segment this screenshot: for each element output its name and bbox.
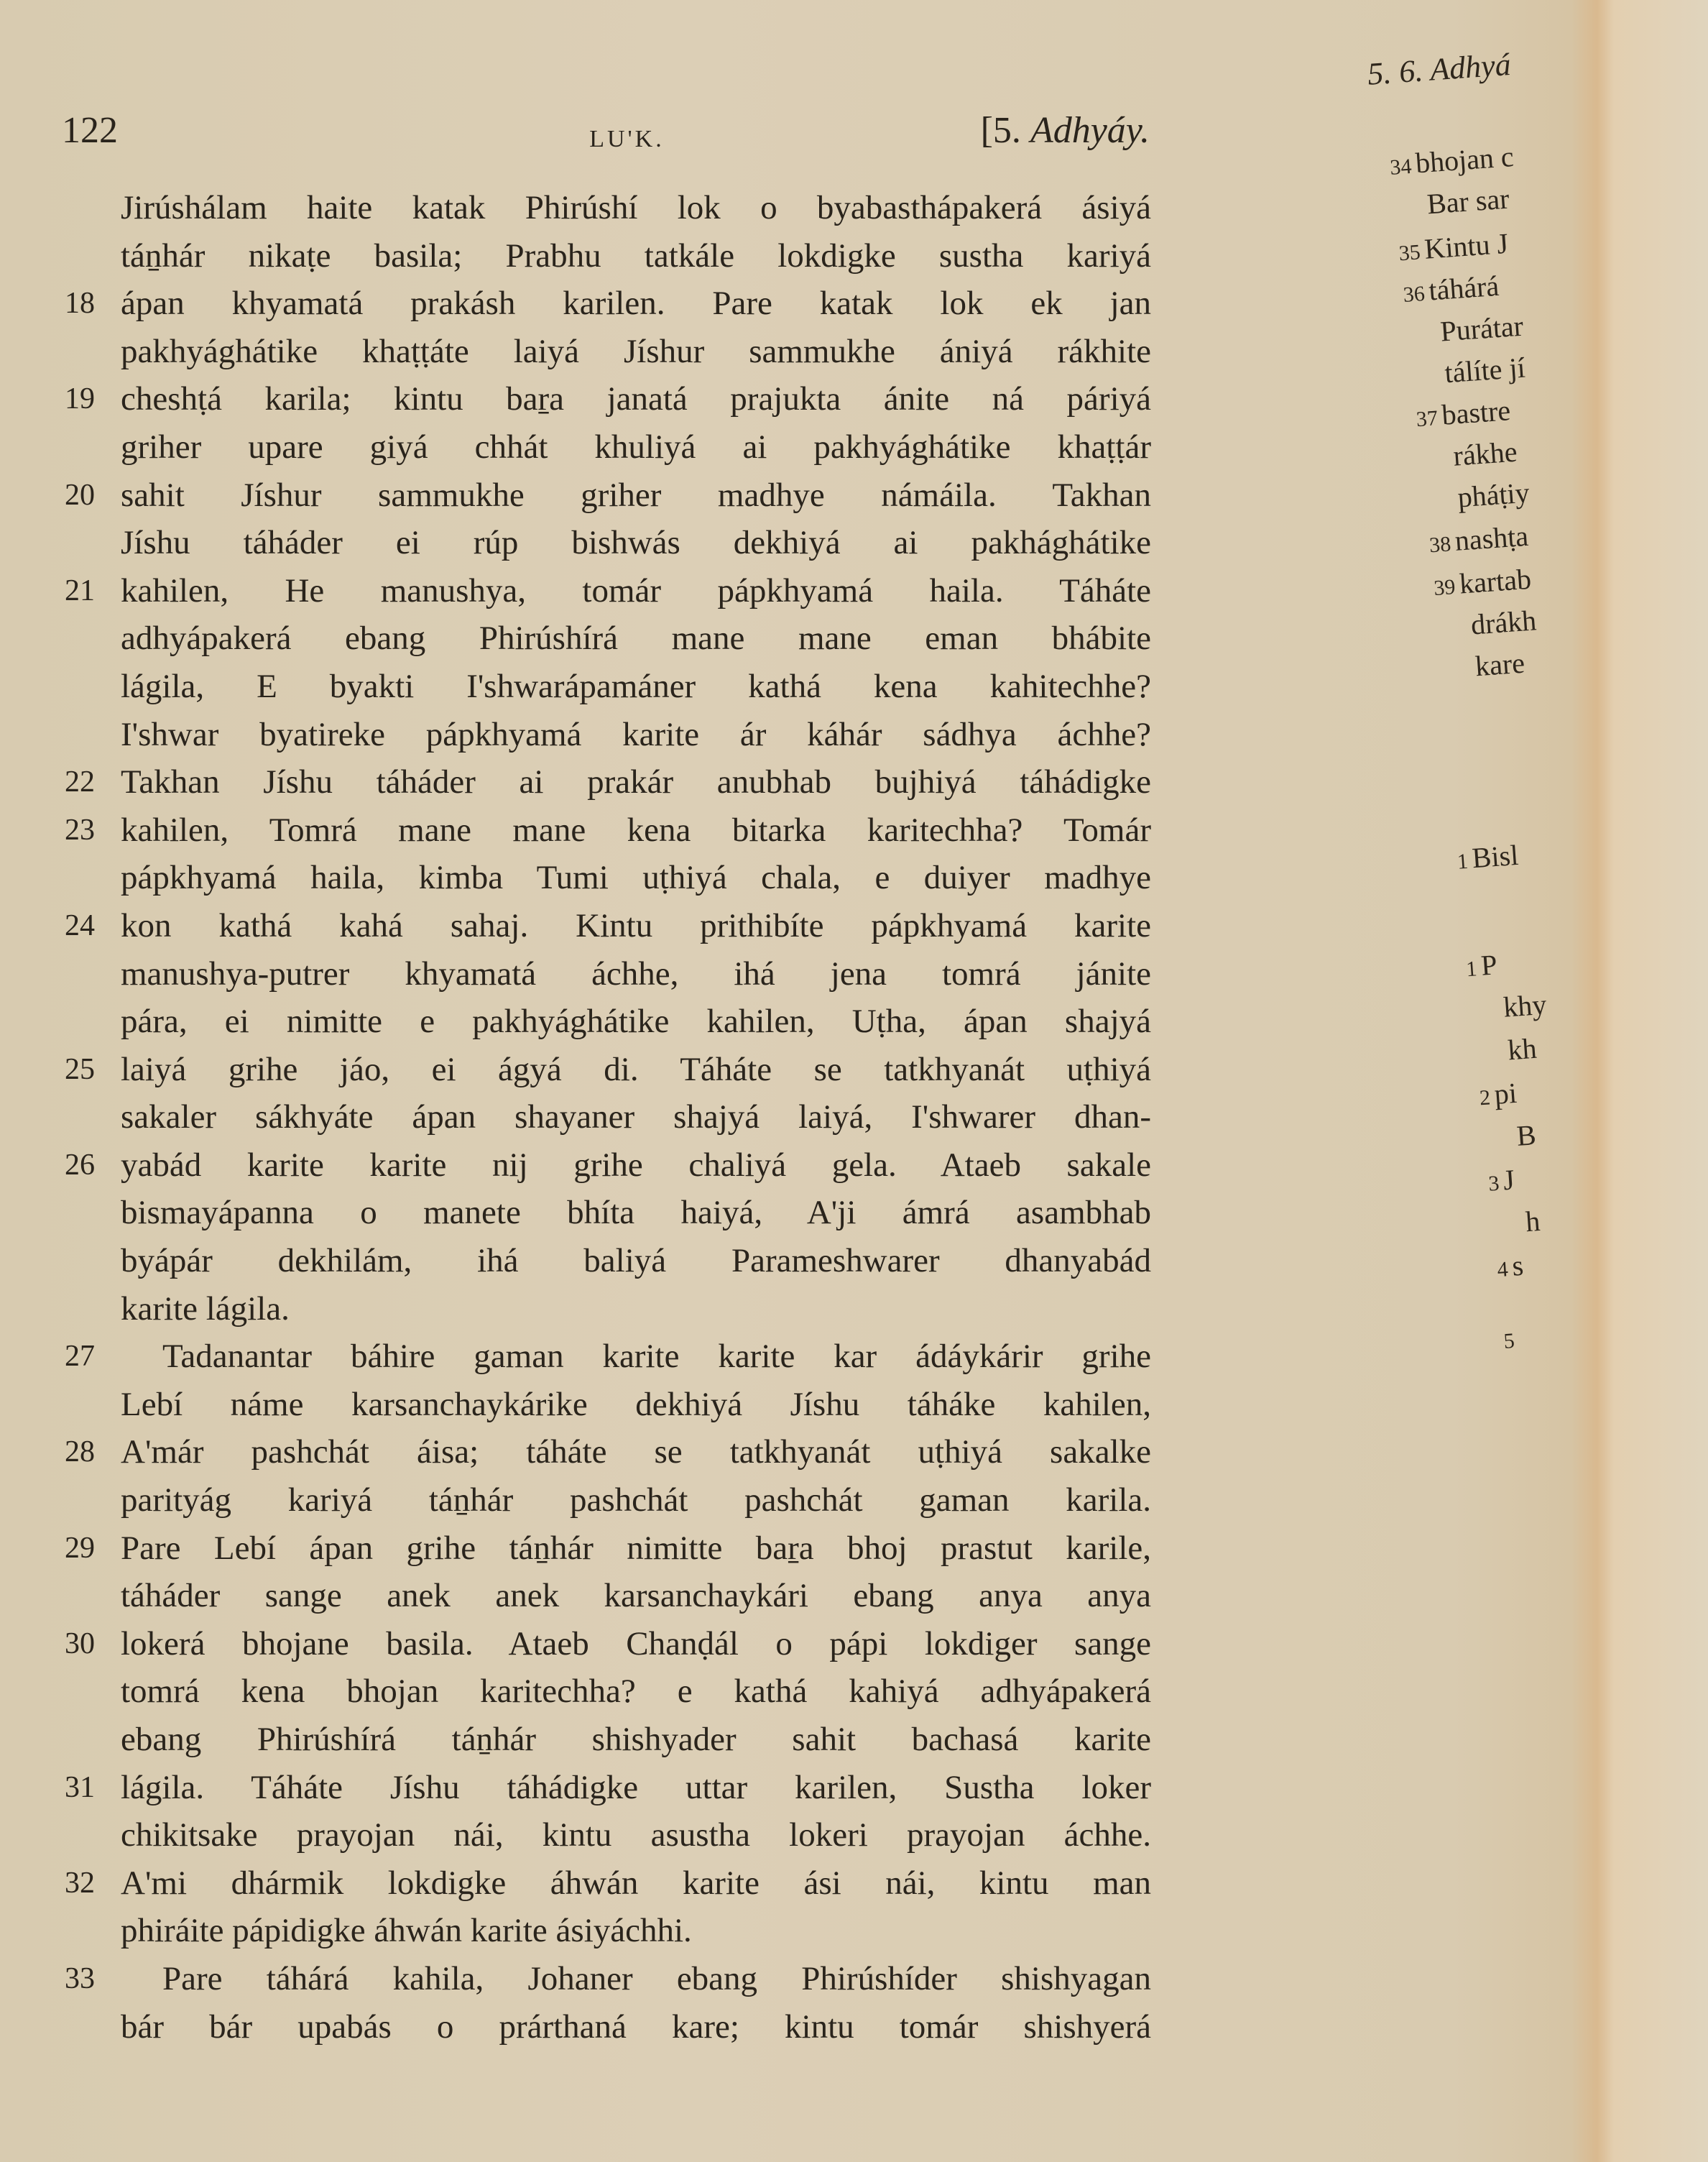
line-text: pára, ei nimitte e pakhyághátike kahilen, Uṭha, ápan shajyá [121, 1003, 1151, 1041]
facing-page-line [1452, 476, 1531, 515]
line-text: kh [1506, 1031, 1538, 1067]
running-title: LU'K. [589, 126, 665, 152]
text-line [0, 1907, 1164, 1955]
verse-number: 29 [65, 1531, 95, 1565]
chapter-heading [981, 108, 1150, 154]
chapter-prefix: [5. [980, 110, 1030, 151]
line-text: pi [1493, 1076, 1518, 1110]
facing-page-line [1465, 947, 1498, 983]
facing-page-line [1428, 519, 1529, 560]
verse-number: 36 [1402, 282, 1426, 308]
line-text: Purátar [1439, 309, 1525, 348]
verse-number: 23 [65, 813, 95, 847]
facing-page-line [1415, 393, 1511, 433]
verse-number: 39 [1433, 575, 1457, 601]
line-text: pakhyághátike khaṭṭáte laiyá Jíshur sammukhe ániyá rákhite [121, 332, 1151, 370]
verse-number: 1 [1456, 849, 1469, 874]
line-text: chikitsake prayojan nái, kintu asustha lokeri prayojan áchhe. [121, 1816, 1151, 1854]
line-text: Lebí náme karsanchaykárike dekhiyá Jíshu táháke kahilen, [121, 1385, 1151, 1423]
text-line [0, 1955, 1164, 2003]
text-line [0, 1189, 1164, 1237]
facing-page-line [1432, 562, 1532, 602]
text-line [0, 519, 1164, 567]
verse-number: 33 [65, 1961, 95, 1995]
line-text: ápan khyamatá prakásh karilen. Pare katak lok ek jan [121, 285, 1151, 323]
line-text: lágila, E byakti I'shwarápamáner kathá kena kahitechhe? [121, 667, 1151, 705]
text-line [0, 806, 1164, 855]
facing-page-line [1487, 1162, 1515, 1197]
facing-page-line [1511, 1118, 1537, 1153]
line-text: yabád karite karite nij grihe chaliyá gela. Ataeb sakale [121, 1146, 1151, 1184]
text-line [0, 1811, 1164, 1859]
verse-number: 30 [65, 1627, 95, 1660]
text-line [0, 1620, 1164, 1668]
verse-number: 34 [1389, 154, 1413, 180]
text-line [0, 1237, 1164, 1285]
text-line [0, 1524, 1164, 1573]
verse-number: 21 [65, 574, 95, 607]
line-text: bastre [1441, 394, 1512, 431]
verse-number: 32 [65, 1866, 95, 1900]
verse-number [1512, 1127, 1513, 1151]
line-text: J [1502, 1163, 1516, 1197]
text-line [0, 472, 1164, 520]
text-line [0, 1428, 1164, 1476]
verse-number [1503, 1041, 1505, 1065]
text-line [0, 1716, 1164, 1764]
text-line [0, 1572, 1164, 1620]
line-text: bismayápanna o manete bhíta haiyá, A'ji ámrá asambhab [121, 1194, 1151, 1232]
line-text: pápkhyamá haila, kimba Tumi uṭhiyá chala, e duiyer madhye [121, 859, 1151, 897]
facing-page-line [1439, 351, 1526, 390]
text-line [0, 232, 1164, 280]
verse-number: 31 [65, 1770, 95, 1804]
facing-page-line [1435, 309, 1524, 349]
line-text: s [1510, 1248, 1525, 1282]
text-line [0, 1476, 1164, 1524]
line-text: pháṭiy [1457, 476, 1531, 514]
verse-number [1498, 998, 1500, 1022]
facing-page-line [1520, 1204, 1541, 1239]
text-line [0, 1764, 1164, 1812]
line-text: Bar sar [1426, 182, 1510, 221]
text-line [0, 280, 1164, 328]
verse-number: 4 [1496, 1257, 1509, 1282]
verse-number: 2 [1478, 1085, 1492, 1110]
text-line [0, 1859, 1164, 1908]
line-text: tomrá kena bhojan karitechha? e kathá kahiyá adhyápakerá [121, 1673, 1151, 1711]
line-text: griher upare giyá chhát khuliyá ai pakhyághátike khaṭṭár [121, 428, 1151, 466]
line-text: bár bár upabás o prárthaná kare; kintu tomár shishyerá [121, 2007, 1151, 2046]
verse-number: 26 [65, 1148, 95, 1182]
text-line [0, 854, 1164, 902]
line-text: h [1524, 1204, 1541, 1238]
line-text: adhyápakerá ebang Phirúshírá mane mane eman bhábite [121, 620, 1151, 658]
line-text: Bisl [1471, 838, 1520, 875]
facing-page-line [1498, 988, 1548, 1024]
text-line [0, 328, 1164, 376]
verse-number: 27 [65, 1340, 95, 1374]
verse-number: 28 [65, 1435, 95, 1469]
verse-number [1440, 364, 1441, 388]
facing-page-line [1389, 139, 1515, 182]
verse-number: 20 [65, 478, 95, 512]
facing-page-line [1398, 226, 1510, 268]
text-line [0, 998, 1164, 1046]
verse-number: 24 [65, 908, 95, 942]
facing-page-line [1478, 1076, 1518, 1113]
text-line [0, 711, 1164, 759]
line-text: A'mi dhármik lokdigke áhwán karite ási nái, kintu man [121, 1864, 1151, 1902]
text-line [0, 1141, 1164, 1190]
line-text: karite lágila. [121, 1289, 290, 1328]
verse-number [1449, 447, 1450, 471]
line-text: lágila. Táháte Jíshu táhádigke uttar karilen, Sustha loker [121, 1768, 1151, 1806]
page-body [0, 184, 1164, 2051]
line-text: nashṭa [1454, 519, 1530, 557]
verse-number: 5 [1502, 1328, 1515, 1353]
line-text: ebang Phirúshírá táṉhár shishyader sahit bachasá karite [121, 1721, 1151, 1758]
facing-page-header: 5. 6. Adhyá [1366, 46, 1513, 92]
line-text: B [1515, 1118, 1538, 1152]
line-text: tálíte jí [1443, 351, 1527, 390]
line-text: Pare táhárá kahila, Johaner ebang Phirúshíder shishyagan [162, 1959, 1151, 1997]
facing-page-line [1402, 269, 1500, 309]
text-line [0, 1093, 1164, 1141]
text-line [0, 1333, 1164, 1381]
facing-page-fragment [1342, 0, 1708, 2157]
line-text: I'shwar byatireke pápkhyamá karite ár káhár sádhya áchhe? [121, 715, 1151, 753]
text-line [0, 423, 1164, 472]
line-text: cheshṭá karila; kintu baṟa janatá prajukta ánite ná páriyá [121, 380, 1151, 418]
verse-number: 1 [1465, 957, 1478, 982]
text-line [0, 1668, 1164, 1716]
chapter-word: Adhyáy. [1030, 110, 1150, 151]
line-text: drákh [1469, 604, 1538, 641]
line-text [1518, 1321, 1520, 1353]
line-text: Jíshu táháder ei rúp bishwás dekhiyá ai pakhághátike [121, 524, 1151, 562]
line-text: kon kathá kahá sahaj. Kintu prithibíte pápkhyamá karite [121, 906, 1151, 944]
line-text: lokerá bhojane basila. Ataeb Chanḍál o pápi lokdiger sange [121, 1624, 1151, 1662]
text-line [0, 902, 1164, 950]
verse-number: 25 [65, 1052, 95, 1086]
verse-number [1520, 1213, 1522, 1237]
verse-number: 3 [1487, 1171, 1500, 1196]
line-text: A'már pashchát áisa; táháte se tatkhyanát uṭhiyá sakalke [121, 1433, 1151, 1471]
text-line [0, 567, 1164, 615]
verse-number [1422, 196, 1423, 219]
text-line [0, 1046, 1164, 1094]
line-text: Takhan Jíshu táháder ai prakár anubhab bujhiyá táhádigke [121, 763, 1151, 801]
facing-page-line [1421, 182, 1510, 221]
facing-page-line [1502, 1031, 1538, 1067]
verse-number: 19 [65, 382, 95, 416]
line-text: kahilen, Tomrá mane mane kena bitarka karitechha? Tomár [121, 811, 1151, 849]
text-line [0, 950, 1164, 998]
facing-page-line [1496, 1248, 1525, 1284]
line-text: phiráite pápidigke áhwán karite ásiyáchhi. [121, 1912, 692, 1950]
line-text: sahit Jíshur sammukhe griher madhye námáila. Takhan [121, 476, 1151, 514]
verse-number [1436, 323, 1437, 346]
line-text: rákhe [1452, 435, 1518, 472]
text-line [0, 375, 1164, 423]
facing-page-line [1469, 646, 1525, 684]
line-text: laiyá grihe jáo, ei ágyá di. Táháte se tatkhyanát uṭhiyá [121, 1050, 1151, 1088]
line-text: kartab [1458, 562, 1533, 600]
line-text: byápár dekhilám, ihá baliyá Parameshwarer dhanyabád [121, 1242, 1151, 1280]
line-text: manushya-putrer khyamatá áchhe, ihá jena tomrá jánite [121, 954, 1151, 993]
facing-page-line [1448, 435, 1518, 474]
line-text: parityág kariyá táṉhár pashchát pashchát gaman karila. [121, 1481, 1151, 1519]
line-text: Kintu J [1423, 226, 1510, 265]
text-line [0, 663, 1164, 711]
facing-page-line [1465, 603, 1537, 642]
verse-number: 18 [65, 287, 95, 321]
text-line [0, 615, 1164, 663]
text-line [0, 1381, 1164, 1429]
line-text: Pare Lebí ápan grihe táṉhár nimitte baṟa bhoj prastut karile, [121, 1529, 1151, 1567]
page-number: 122 [62, 110, 118, 151]
verse-number [1466, 616, 1467, 640]
line-text: Tadanantar báhire gaman karite karite kar ádáykárir grihe [162, 1338, 1151, 1376]
text-line [0, 758, 1164, 806]
verse-number: 38 [1428, 532, 1452, 558]
verse-number: 37 [1415, 406, 1439, 432]
facing-page-line [1456, 838, 1520, 876]
verse-number [1470, 658, 1472, 681]
verse-number: 35 [1398, 240, 1421, 266]
verse-number: 22 [65, 765, 95, 799]
line-text: bhojan c [1414, 139, 1515, 180]
line-text: khy [1502, 988, 1548, 1024]
line-text: táhárá [1427, 269, 1500, 307]
line-text: P [1480, 948, 1498, 982]
text-line [0, 184, 1164, 232]
line-text: kahilen, He manushya, tomár pápkhyamá haila. Táháte [121, 571, 1151, 610]
text-line [0, 1285, 1164, 1333]
line-text: táháder sange anek anek karsanchaykári ebang anya anya [121, 1577, 1151, 1615]
verse-number [1453, 489, 1454, 512]
facing-page-line [1502, 1320, 1520, 1355]
line-text: táṉhár nikaṭe basila; Prabhu tatkále lokdigke sustha kariyá [121, 236, 1151, 275]
line-text: kare [1474, 646, 1526, 683]
line-text: sakaler sákhyáte ápan shayaner shajyá laiyá, I'shwarer dhan- [121, 1098, 1151, 1136]
text-line [0, 2003, 1164, 2051]
line-text: Jirúshálam haite katak Phirúshí lok o byabasthápakerá ásiyá [121, 189, 1151, 226]
